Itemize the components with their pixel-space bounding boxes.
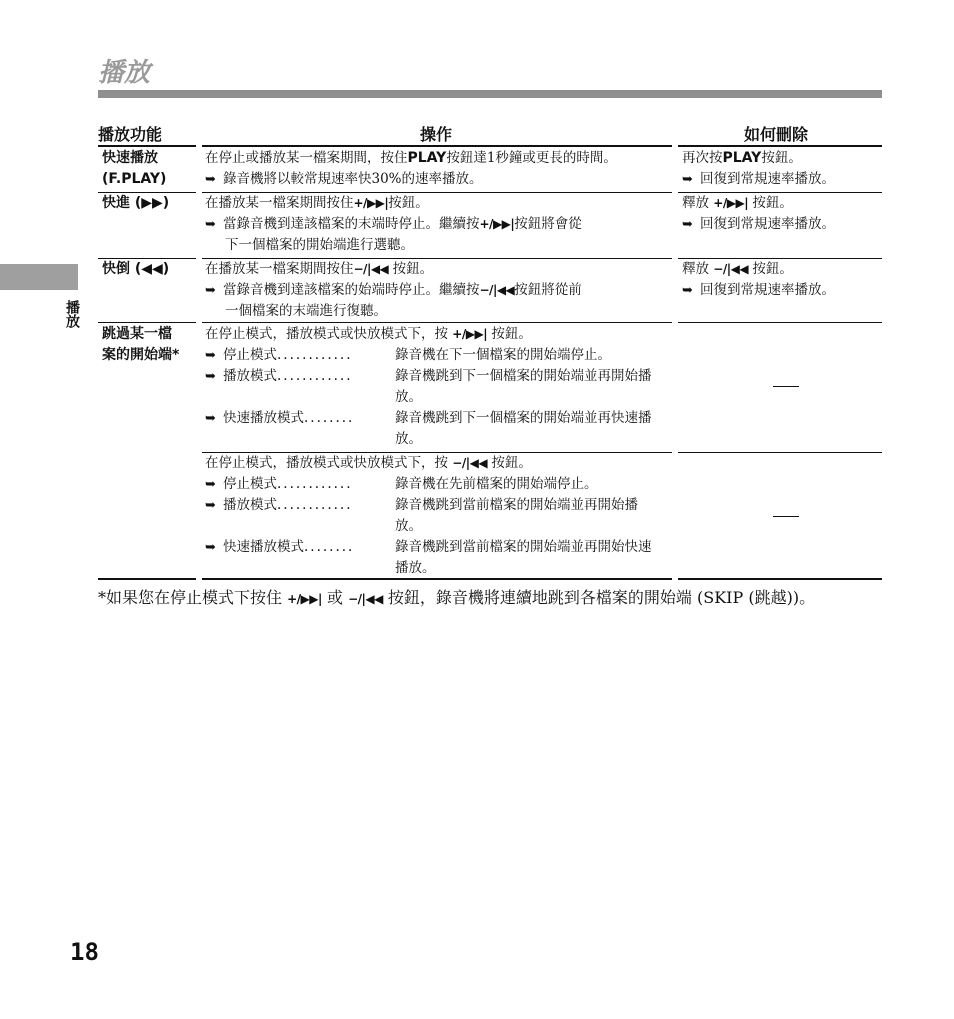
header-rule-cancel bbox=[678, 145, 882, 147]
ff-button-glyph: +/▶▶| bbox=[452, 327, 488, 341]
mode-value: 錄音機跳到下一個檔案的開始端並再快速播放。 bbox=[395, 410, 652, 447]
ff-button-glyph: +/▶▶| bbox=[479, 217, 515, 231]
row-ff-cancel bbox=[682, 193, 835, 235]
cancel-text: 按鈕。 bbox=[748, 195, 793, 211]
mode-value: 錄音機在先前檔案的開始端停止。 bbox=[395, 476, 598, 492]
side-tab-label: 播放 bbox=[64, 300, 80, 328]
cancel-text: 再次按 bbox=[682, 150, 723, 166]
row-rule bbox=[678, 322, 882, 323]
result-arrow-icon: ➥ bbox=[682, 217, 693, 232]
mode-value: 錄音機跳到當前檔案的開始端並再開始快速播放。 bbox=[395, 539, 652, 576]
op-text: 在停止或播放某一檔案期間，按住 bbox=[205, 150, 408, 166]
header-rule-function bbox=[98, 145, 196, 147]
rew-button-glyph: −/|◀◀ bbox=[353, 262, 389, 276]
op-text: 在停止模式，播放模式或快放模式下，按 bbox=[205, 455, 453, 471]
op-text: 在播放某一檔案期間按住 bbox=[205, 195, 354, 211]
op-result: 一個檔案的末端進行復聽。 bbox=[225, 303, 387, 319]
play-button-glyph: PLAY bbox=[407, 150, 447, 166]
ff-button-glyph: +/▶▶| bbox=[287, 592, 322, 606]
op-text: 按鈕。 bbox=[487, 326, 532, 342]
result-arrow-icon: ➥ bbox=[682, 283, 693, 298]
op-result: 錄音機將以較常規速率快30%的速率播放。 bbox=[223, 171, 483, 187]
result-arrow-icon: ➥ bbox=[205, 172, 216, 187]
mode-name: 快速播放模式 bbox=[223, 410, 304, 426]
mode-name: 停止模式 bbox=[223, 347, 277, 363]
op-result: 按鈕將從前 bbox=[514, 282, 582, 298]
leader-dots: ............ bbox=[277, 476, 353, 492]
result-arrow-icon: ➥ bbox=[205, 283, 216, 298]
footnote-text: 按鈕，錄音機將連續地跳到各檔案的開始端 (SKIP (跳越))。 bbox=[382, 588, 816, 607]
no-cancel-dash bbox=[773, 386, 799, 387]
row-rule bbox=[202, 322, 672, 323]
side-tab bbox=[0, 264, 78, 290]
leader-dots: ........ bbox=[304, 539, 355, 555]
table-bottom-rule bbox=[678, 578, 882, 580]
cancel-text: 釋放 bbox=[682, 261, 714, 277]
footnote-text: *如果您在停止模式下按住 bbox=[98, 588, 288, 607]
result-arrow-icon: ➥ bbox=[205, 348, 216, 363]
section-title: 播放 bbox=[98, 58, 151, 88]
function-line: 快速播放 bbox=[102, 150, 158, 166]
mode-row bbox=[205, 474, 659, 495]
header-function: 播放功能 bbox=[98, 125, 163, 144]
mode-row bbox=[205, 537, 659, 579]
mode-value: 錄音機跳到下一個檔案的開始端並再開始播放。 bbox=[395, 368, 652, 405]
mode-row bbox=[205, 408, 659, 450]
row-rule bbox=[98, 322, 196, 323]
row-fplay-function bbox=[102, 148, 166, 190]
result-arrow-icon: ➥ bbox=[205, 540, 216, 555]
result-arrow-icon: ➥ bbox=[205, 369, 216, 384]
mode-name: 播放模式 bbox=[223, 497, 277, 513]
header-operation: 操作 bbox=[420, 125, 453, 144]
row-rule bbox=[678, 452, 882, 453]
mode-name: 停止模式 bbox=[223, 476, 277, 492]
result-arrow-icon: ➥ bbox=[205, 411, 216, 426]
row-ff-function: 快進 (▶▶) bbox=[102, 195, 170, 211]
op-text: 在播放某一檔案期間按住 bbox=[205, 261, 354, 277]
op-result: 按鈕將會從 bbox=[514, 216, 582, 232]
footnote bbox=[98, 588, 884, 609]
no-cancel-dash bbox=[773, 516, 799, 517]
rew-button-glyph: −/|◀◀ bbox=[713, 262, 749, 276]
mode-row bbox=[205, 345, 659, 366]
function-line: 跳過某一檔 bbox=[102, 326, 172, 342]
header-rule-operation bbox=[202, 145, 672, 147]
result-arrow-icon: ➥ bbox=[205, 498, 216, 513]
row-rew-cancel bbox=[682, 259, 835, 301]
op-text: 按鈕。 bbox=[388, 261, 434, 277]
mode-value: 錄音機跳到當前檔案的開始端並再開始播放。 bbox=[395, 497, 638, 534]
row-skip-next-operation bbox=[205, 324, 659, 450]
footnote-text: 或 bbox=[321, 588, 349, 607]
row-skip-prev-operation bbox=[205, 453, 659, 579]
ff-button-glyph: +/▶▶| bbox=[713, 196, 749, 210]
result-arrow-icon: ➥ bbox=[682, 172, 693, 187]
mode-name: 播放模式 bbox=[223, 368, 277, 384]
mode-name: 快速播放模式 bbox=[223, 539, 304, 555]
cancel-text: 按鈕。 bbox=[748, 261, 793, 277]
mode-row bbox=[205, 495, 659, 537]
cancel-text: 釋放 bbox=[682, 195, 714, 211]
row-fplay-operation bbox=[205, 148, 617, 190]
op-text: 在停止模式，播放模式或快放模式下，按 bbox=[205, 326, 453, 342]
mode-row bbox=[205, 366, 659, 408]
ff-button-glyph: +/▶▶| bbox=[353, 196, 389, 210]
header-cancel: 如何刪除 bbox=[744, 125, 809, 144]
op-text: 按鈕。 bbox=[388, 195, 429, 211]
leader-dots: ............ bbox=[277, 497, 353, 513]
page-number: 18 bbox=[70, 938, 99, 966]
function-line: (F.PLAY) bbox=[102, 171, 167, 187]
mode-value: 錄音機在下一個檔案的開始端停止。 bbox=[395, 347, 611, 363]
leader-dots: ............ bbox=[277, 368, 353, 384]
row-ff-operation bbox=[205, 193, 582, 256]
cancel-result: 回復到常規速率播放。 bbox=[700, 216, 835, 232]
op-result: 下一個檔案的開始端進行選聽。 bbox=[225, 237, 414, 253]
rew-button-glyph: −/|◀◀ bbox=[479, 283, 515, 297]
row-rew-operation bbox=[205, 259, 582, 322]
op-result: 當錄音機到達該檔案的末端時停止。繼續按 bbox=[223, 216, 480, 232]
row-fplay-cancel bbox=[682, 148, 835, 190]
op-result: 當錄音機到達該檔案的始端時停止。繼續按 bbox=[223, 282, 480, 298]
op-text: 按鈕。 bbox=[487, 455, 532, 471]
leader-dots: ........ bbox=[304, 410, 355, 426]
play-button-glyph: PLAY bbox=[722, 150, 762, 166]
op-text: 按鈕達1秒鐘或更長的時間。 bbox=[446, 150, 617, 166]
rew-button-glyph: −/|◀◀ bbox=[348, 592, 383, 606]
row-skip-function bbox=[102, 324, 179, 366]
leader-dots: ............ bbox=[277, 347, 353, 363]
table-bottom-rule bbox=[98, 578, 196, 580]
function-line: 案的開始端* bbox=[102, 347, 180, 363]
row-rew-function: 快倒 (◀◀) bbox=[102, 261, 170, 277]
result-arrow-icon: ➥ bbox=[205, 477, 216, 492]
result-arrow-icon: ➥ bbox=[205, 217, 216, 232]
rew-button-glyph: −/|◀◀ bbox=[452, 456, 488, 470]
cancel-text: 按鈕。 bbox=[761, 150, 802, 166]
cancel-result: 回復到常規速率播放。 bbox=[700, 171, 835, 187]
cancel-result: 回復到常規速率播放。 bbox=[700, 282, 835, 298]
title-bar bbox=[98, 90, 882, 98]
